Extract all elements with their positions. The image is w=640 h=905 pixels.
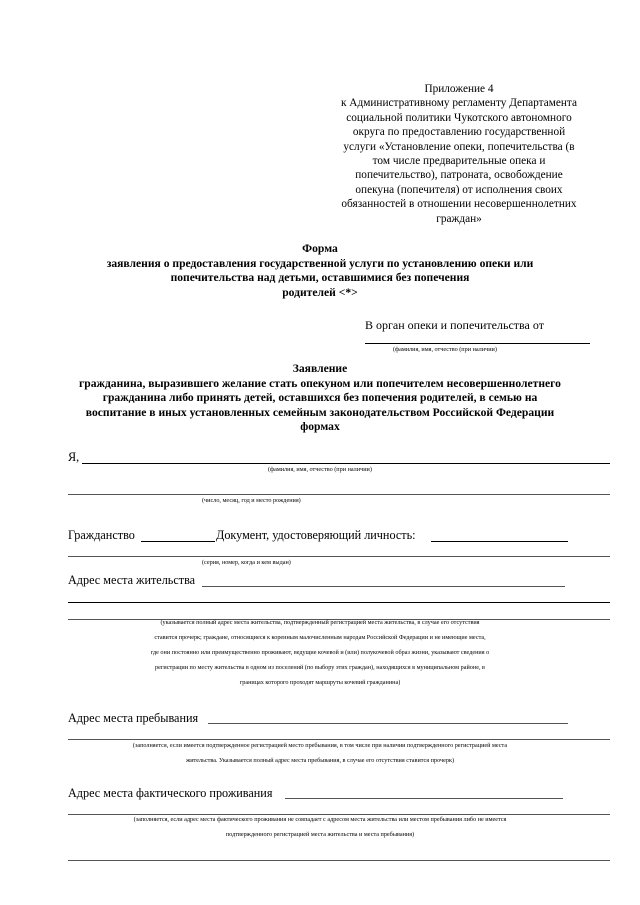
residence-line[interactable]	[68, 602, 610, 603]
residence-note-line: регистрации по месту жительства в одном из поселений (по выбору этих граждан), находящихся в муниципальном районе, в	[155, 664, 485, 671]
residence-note-line: границах которого проходят маршруты кочевий гражданина)	[239, 679, 401, 686]
appendix-line: социальной политики Чукотского автономного	[346, 111, 572, 124]
statement-title	[40, 362, 600, 435]
appendix-header	[300, 82, 618, 226]
appendix-line: попечительство), патроната, освобождение	[355, 169, 563, 182]
i-label: Я,	[68, 450, 80, 464]
citizenship-label: Гражданство	[68, 528, 135, 542]
residence-note-line: ставится прочерк; граждане, относящиеся к коренным малочисленным народам Российской Федерации и не имеющие места,	[154, 634, 486, 641]
actual-note	[40, 812, 600, 842]
appendix-line: к Административному регламенту Департамента	[340, 97, 578, 110]
residence-note	[40, 615, 600, 690]
statement-title-line: формах	[300, 420, 340, 434]
to-organ-label: В орган опеки и попечительства от	[365, 318, 544, 332]
actual-note-line: (заполняется, если адрес места фактического проживания не совпадает с адресом места жительства или местом пребывания либо не имеется	[133, 816, 507, 823]
residence-line-inline[interactable]	[202, 586, 565, 587]
form-title	[40, 242, 600, 300]
residence-note-line: (указывается полный адрес места жительства, подтвержденный регистрацией места жительства, в случае его отсутствия	[160, 619, 480, 626]
stay-line-inline[interactable]	[208, 723, 568, 724]
residence-note-line: где они постоянно или преимущественно проживают, ведущие кочевой и (или) полукочевой образ жизни, указывают сведения о	[150, 649, 490, 656]
statement-title-line: воспитание в иных установленных семейным законодательством Российской Федерации	[85, 405, 555, 419]
form-title-line: родителей <*>	[282, 285, 358, 299]
stay-label: Адрес места пребывания	[68, 711, 199, 725]
birth-line[interactable]	[68, 494, 610, 495]
appendix-line: округа по предоставлению государственной	[352, 126, 566, 139]
actual-label: Адрес места фактического проживания	[68, 786, 273, 800]
name-hint: (фамилия, имя, отчество (при наличии)	[268, 466, 372, 473]
stay-note-line: жительства. Указывается полный адрес места пребывания, в случае его отсутствия ставится прочерк)	[185, 757, 455, 764]
to-organ-hint: (фамилия, имя, отчество (при наличии)	[393, 346, 497, 353]
document-label: Документ, удостоверяющий личность:	[216, 528, 416, 542]
name-line[interactable]	[82, 463, 610, 464]
citizenship-line[interactable]	[141, 541, 215, 542]
appendix-line: Приложение 4	[424, 83, 494, 95]
birth-hint: (число, месяц, год и место рождения)	[202, 497, 301, 504]
appendix-line: услуги «Установление опеки, попечительства (в	[343, 140, 575, 153]
stay-note	[40, 738, 600, 768]
statement-title-line: Заявление	[292, 362, 348, 375]
appendix-line: том числе предварительные опека и	[372, 155, 546, 168]
document-line-inline[interactable]	[431, 541, 568, 542]
document-line[interactable]	[68, 556, 610, 557]
appendix-line: граждан»	[436, 212, 482, 225]
residence-label: Адрес места жительства	[68, 573, 196, 587]
statement-title-line: гражданина либо принять детей, оставшихся без попечения родителей, в семью на	[102, 391, 538, 405]
actual-line-2[interactable]	[68, 860, 610, 861]
appendix-line: обязанностей в отношении несовершеннолетних	[341, 198, 577, 211]
document-hint: (серия, номер, когда и кем выдан)	[202, 559, 291, 566]
statement-title-line: гражданина, выразившего желание стать опекуном или попечителем несовершеннолетнего	[79, 376, 561, 390]
actual-note-line: подтвержденного регистрацией места жительства и места пребывания)	[225, 831, 415, 838]
form-title-line: Форма	[302, 242, 338, 255]
to-organ-line[interactable]	[365, 343, 590, 344]
form-title-line: попечительства над детьми, оставшимися без попечения	[170, 271, 470, 285]
form-title-line: заявления о предоставления государственной услуги по установлению опеки или	[106, 256, 534, 270]
appendix-line: опекуна (попечителя) от исполнения своих	[355, 183, 563, 196]
actual-line-inline[interactable]	[285, 798, 563, 799]
stay-note-line: (заполняется, если имеется подтвержденное регистрацией место пребывания, в том числе при наличии подтвержденного регистрацией места	[132, 742, 508, 749]
